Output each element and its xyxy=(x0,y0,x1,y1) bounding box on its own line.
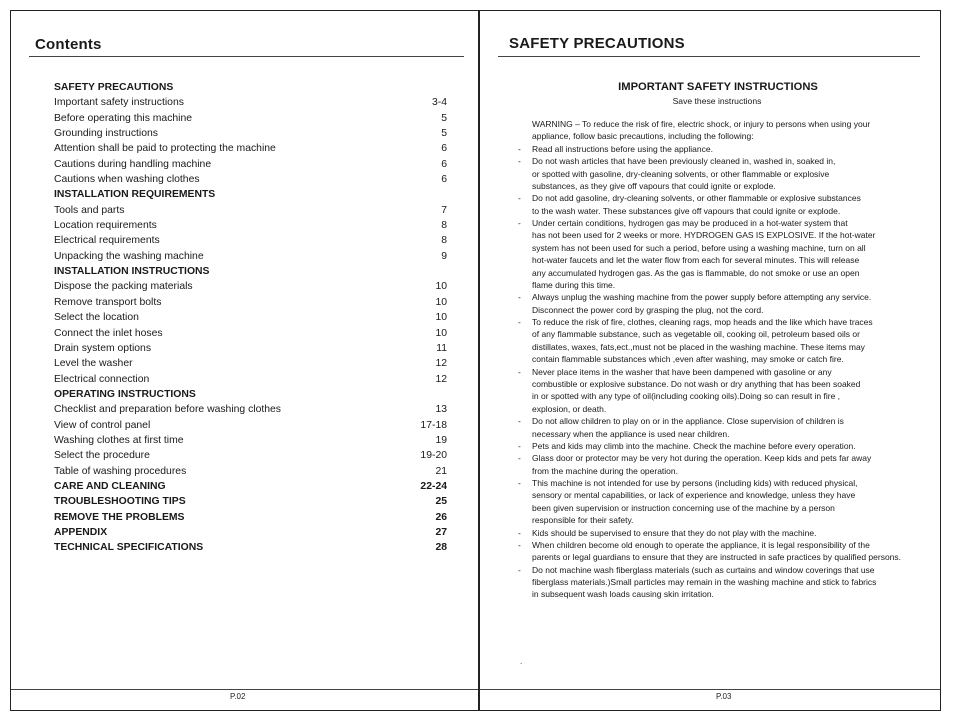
bullet-dash: - xyxy=(518,156,521,167)
instruction-text: When children become old enough to operate the appliance, it is legal responsibility of the xyxy=(532,539,870,550)
bullet-dash: - xyxy=(518,143,521,154)
toc-entry-title: REMOVE THE PROBLEMS xyxy=(54,511,185,523)
toc-entry-page: 26 xyxy=(435,511,447,523)
toc-entry xyxy=(54,141,447,156)
toc-entry-page: 19-20 xyxy=(420,450,447,462)
bullet-dash: - xyxy=(518,292,521,303)
instruction-text: responsible for their safety. xyxy=(532,515,634,526)
toc-entry xyxy=(54,433,447,448)
toc-entry-page: 11 xyxy=(436,342,447,354)
toc-entry-page: 6 xyxy=(441,143,447,155)
instruction-line xyxy=(532,589,714,600)
instruction-item-start xyxy=(518,440,856,452)
toc-entry-title: Electrical requirements xyxy=(54,235,160,247)
footer-divider xyxy=(480,689,940,690)
instruction-item-start xyxy=(518,564,875,576)
instruction-line xyxy=(532,206,840,217)
toc-entry-title: Unpacking the washing machine xyxy=(54,250,204,262)
toc-entry-page: 10 xyxy=(435,281,447,293)
toc-entry-page: 8 xyxy=(441,235,447,247)
toc-entry-title: OPERATING INSTRUCTIONS xyxy=(54,388,196,400)
toc-heading xyxy=(54,494,447,509)
toc-entry-title: INSTALLATION INSTRUCTIONS xyxy=(54,266,210,278)
instruction-text: Under certain conditions, hydrogen gas may be produced in a hot-water system that xyxy=(532,218,848,229)
toc-entry-page: 6 xyxy=(441,158,447,170)
toc-entry-title: APPENDIX xyxy=(54,526,108,538)
toc-entry xyxy=(54,218,447,233)
manual-spread xyxy=(10,10,941,711)
instruction-text: Do not allow children to play on or in the appliance. Close supervision of children is xyxy=(532,416,844,427)
toc-entry-title: TROUBLESHOOTING TIPS xyxy=(54,496,186,508)
instruction-text: to the wash water. These substances give off vapours that could ignite or explode. xyxy=(532,205,841,216)
instruction-line xyxy=(532,181,776,192)
bullet-dash: - xyxy=(518,440,521,451)
toc-entry-title: Table of washing procedures xyxy=(54,465,187,477)
instruction-line xyxy=(532,119,870,130)
toc-entry-title: Important safety instructions xyxy=(54,97,184,109)
instruction-text: This machine is not intended for use by persons (including kids) with reduced physical, xyxy=(532,478,858,489)
toc-entry-page: 6 xyxy=(441,174,447,186)
instruction-item-start xyxy=(518,416,844,427)
bullet-dash: - xyxy=(518,453,521,464)
toc-entry xyxy=(54,126,447,141)
toc-entry-page: 27 xyxy=(435,526,447,538)
instruction-text: sensory or mental capabilities, or lack of experience and knowledge, unless they have xyxy=(532,490,856,501)
instruction-item-start xyxy=(518,453,872,464)
instruction-text: combustible or explosive substance. Do not wash or dry anything that has been soaked xyxy=(532,378,861,389)
instruction-item-start xyxy=(518,292,872,303)
section-heading: IMPORTANT SAFETY INSTRUCTIONS xyxy=(618,81,818,93)
instruction-text: has not been used for 2 weeks or more. HYDROGEN GAS IS EXPLOSIVE. If the hot-water xyxy=(532,230,876,241)
toc-entry-page: 25 xyxy=(435,496,447,508)
toc-entry-page: 22-24 xyxy=(420,480,447,492)
instruction-text: in or spotted with any type of oil(including cooking oils).Doing so can result in fire , xyxy=(532,391,841,402)
bullet-dash: - xyxy=(518,539,521,550)
toc-heading xyxy=(54,387,439,402)
instruction-text: Glass door or protector may be very hot during the operation. Keep kids and pets far away xyxy=(532,453,872,464)
safety-page xyxy=(478,11,940,710)
title-divider xyxy=(498,56,920,57)
toc-entry-page: 10 xyxy=(435,327,447,339)
toc-entry-page: 3-4 xyxy=(431,97,447,109)
instruction-text: To reduce the risk of fire, clothes, cleaning rags, mop heads and the like which have traces xyxy=(532,317,873,328)
instruction-text: Disconnect the power cord by grasping the plug, not the cord. xyxy=(532,304,764,315)
toc-entry-title: Cautions when washing clothes xyxy=(54,174,200,186)
toc-entry xyxy=(54,279,447,294)
page-number: P.03 xyxy=(716,692,732,701)
toc-entry xyxy=(54,341,447,356)
toc-heading xyxy=(54,264,439,279)
instruction-text: distillates, waxes, fats,ect.,must not be placed in the washing machine. These items may xyxy=(532,341,865,352)
toc-entry xyxy=(54,356,447,371)
instruction-item-start xyxy=(518,218,848,229)
instruction-text: any accumulated hydrogen gas. As the gas is flammable, do not smoke or use an open xyxy=(532,267,860,278)
instruction-text: Never place items in the washer that have been dampened with gasoline or any xyxy=(532,366,832,377)
instruction-line xyxy=(532,404,606,415)
toc-entry-title: Washing clothes at first time xyxy=(54,434,184,446)
bullet-dash: - xyxy=(518,366,521,377)
instruction-line xyxy=(532,280,615,291)
toc-entry-title: Before operating this machine xyxy=(54,112,193,124)
toc-entry-title: Tools and parts xyxy=(54,204,125,216)
toc-entry-title: Drain system options xyxy=(54,342,152,354)
toc-entry-title: TECHNICAL SPECIFICATIONS xyxy=(54,542,204,554)
toc-entry xyxy=(54,95,447,110)
toc-entry-title: Remove transport bolts xyxy=(54,296,162,308)
page-title: SAFETY PRECAUTIONS xyxy=(509,35,685,52)
instruction-line xyxy=(532,342,865,353)
instruction-text: or spotted with gasoline, dry-cleaning solvents, or other flammable or explosive xyxy=(532,168,830,179)
toc-entry-page: 10 xyxy=(435,312,447,324)
instruction-text: flame during this time. xyxy=(532,279,616,290)
bullet-dash: - xyxy=(518,416,521,427)
instruction-text: parents or legal guardians to ensure that they are instructed in safe practices by qualified persons. xyxy=(532,552,902,563)
instruction-text: substances, as they give off vapours that could ignite or explode. xyxy=(532,180,776,191)
page-title: Contents xyxy=(35,36,102,53)
toc-heading xyxy=(54,525,447,540)
toc-entry-title: View of control panel xyxy=(54,419,151,431)
bullet-dash: - xyxy=(518,478,521,489)
toc-entry xyxy=(54,372,447,387)
toc-entry-title: Connect the inlet hoses xyxy=(54,327,163,339)
toc-entry-page: 9 xyxy=(441,250,447,262)
toc-entry-page: 5 xyxy=(441,128,447,140)
toc-heading xyxy=(54,479,447,494)
toc-entry-page: 12 xyxy=(435,373,447,385)
toc-entry-title: Select the location xyxy=(54,312,139,324)
instruction-line xyxy=(532,131,754,142)
toc-entry-page: 21 xyxy=(435,465,447,477)
bullet-dash: - xyxy=(518,527,521,538)
instruction-line xyxy=(532,577,876,588)
instruction-line xyxy=(532,305,764,316)
title-divider xyxy=(29,56,464,57)
toc-heading xyxy=(54,187,439,202)
toc-entry xyxy=(54,111,447,126)
instruction-line xyxy=(532,169,829,180)
toc-entry-page: 17-18 xyxy=(420,419,447,431)
page-number: P.02 xyxy=(230,692,246,701)
toc-heading xyxy=(54,80,439,95)
toc-entry-title: Select the procedure xyxy=(54,450,150,462)
instruction-item-start xyxy=(518,156,836,167)
section-note: Save these instructions xyxy=(672,96,762,106)
instruction-text: system has not been used for such a period, before using a washing machine, turn on all xyxy=(532,242,866,253)
bullet-dash: - xyxy=(518,218,521,229)
instruction-text: Always unplug the washing machine from the power supply before attempting any service. xyxy=(532,292,872,303)
toc-entry-page: 7 xyxy=(441,204,447,216)
toc-entry xyxy=(54,172,447,187)
toc-entry-title: Attention shall be paid to protecting the machine xyxy=(54,143,276,155)
instruction-text: Pets and kids may climb into the machine. Check the machine before every operation. xyxy=(532,440,856,451)
instruction-line xyxy=(532,230,875,241)
bullet-dash: - xyxy=(518,564,521,575)
instruction-item-start xyxy=(518,539,870,551)
toc-entry-title: CARE AND CLEANING xyxy=(54,480,166,492)
toc-heading xyxy=(54,510,447,525)
toc-entry-title: Level the washer xyxy=(54,358,133,370)
toc-entry-page: 12 xyxy=(435,358,447,370)
instruction-text: explosion, or death. xyxy=(532,403,607,414)
toc-entry-page: 8 xyxy=(441,220,447,232)
toc-heading xyxy=(54,540,447,555)
instruction-text: contain flammable substances which ,even after washing, may smoke or catch fire. xyxy=(532,354,844,365)
instruction-text: Do not add gasoline, dry-cleaning solvents, or other flammable or explosive substances xyxy=(532,193,861,204)
toc-entry-title: Grounding instructions xyxy=(54,128,158,140)
toc-entry-title: Electrical connection xyxy=(54,373,150,385)
instruction-line xyxy=(532,391,840,402)
toc-entry xyxy=(54,203,447,218)
instruction-text: Read all instructions before using the appliance. xyxy=(532,143,713,154)
bullet-dash: - xyxy=(518,317,521,328)
table-of-contents xyxy=(54,80,447,556)
toc-entry xyxy=(54,464,447,479)
instruction-line xyxy=(532,552,901,563)
trailing-mark: . xyxy=(520,657,523,666)
instruction-item-start xyxy=(518,317,873,328)
instruction-text: appliance, follow basic precautions, including the following: xyxy=(532,131,754,142)
instruction-text: WARNING – To reduce the risk of fire, electric shock, or injury to persons when using your xyxy=(532,119,871,129)
toc-entry xyxy=(54,418,447,433)
instruction-text: Do not machine wash fiberglass materials (such as curtains and window coverings that use xyxy=(532,564,875,575)
toc-entry-page: 19 xyxy=(435,434,447,446)
instruction-item-start xyxy=(518,193,861,204)
toc-entry-page: 28 xyxy=(435,542,447,554)
bullet-dash: - xyxy=(518,193,521,204)
instruction-item-start xyxy=(518,527,817,539)
instruction-line xyxy=(532,354,844,365)
instruction-text: been given supervision or instruction concerning use of the machine by a person xyxy=(532,502,835,513)
instruction-text: Kids should be supervised to ensure that they do not play with the machine. xyxy=(532,527,817,538)
instruction-line xyxy=(532,490,855,501)
instruction-item-start xyxy=(518,366,832,378)
toc-entry-page: 5 xyxy=(441,112,447,124)
instruction-line xyxy=(532,466,678,477)
toc-entry xyxy=(54,249,447,264)
instruction-line xyxy=(532,243,866,254)
instruction-text: hot-water faucets and let the water flow from each for several minutes. This will release xyxy=(532,255,860,266)
toc-entry xyxy=(54,402,447,417)
instruction-line xyxy=(532,329,860,340)
toc-entry-title: Location requirements xyxy=(54,220,157,232)
contents-page xyxy=(11,11,478,710)
instruction-line xyxy=(532,429,730,440)
toc-entry xyxy=(54,233,447,248)
toc-entry-title: Checklist and preparation before washing clothes xyxy=(54,404,281,416)
toc-entry xyxy=(54,157,447,172)
instruction-line xyxy=(532,379,860,390)
toc-entry xyxy=(54,448,447,463)
toc-entry-page: 10 xyxy=(435,296,447,308)
footer-divider xyxy=(11,689,478,690)
toc-entry-title: Cautions during handling machine xyxy=(54,158,212,170)
toc-entry xyxy=(54,295,447,310)
instruction-text: necessary when the appliance is used near children. xyxy=(532,428,730,439)
instruction-line xyxy=(532,503,835,514)
instruction-line xyxy=(532,515,633,526)
toc-entry-title: INSTALLATION REQUIREMENTS xyxy=(54,189,216,201)
instruction-line xyxy=(532,255,859,266)
toc-entry-page: 13 xyxy=(435,404,447,416)
instruction-line xyxy=(532,268,859,279)
toc-entry xyxy=(54,310,447,325)
instruction-text: from the machine during the operation. xyxy=(532,465,679,476)
instruction-text: fiberglass materials.)Small particles may remain in the washing machine and stick to fabrics xyxy=(532,577,877,588)
instruction-text: of any flammable substance, such as vegetable oil, cooking oil, petroleum based oils or xyxy=(532,329,860,340)
instruction-text: Do not wash articles that have been previously cleaned in, washed in, soaked in, xyxy=(532,156,836,167)
toc-entry-title: Dispose the packing materials xyxy=(54,281,193,293)
instruction-text: in subsequent wash loads causing skin irritation. xyxy=(532,589,714,600)
instruction-item-start xyxy=(518,143,713,155)
instruction-item-start xyxy=(518,478,858,489)
toc-entry xyxy=(54,326,447,341)
toc-entry-title: SAFETY PRECAUTIONS xyxy=(54,82,174,93)
